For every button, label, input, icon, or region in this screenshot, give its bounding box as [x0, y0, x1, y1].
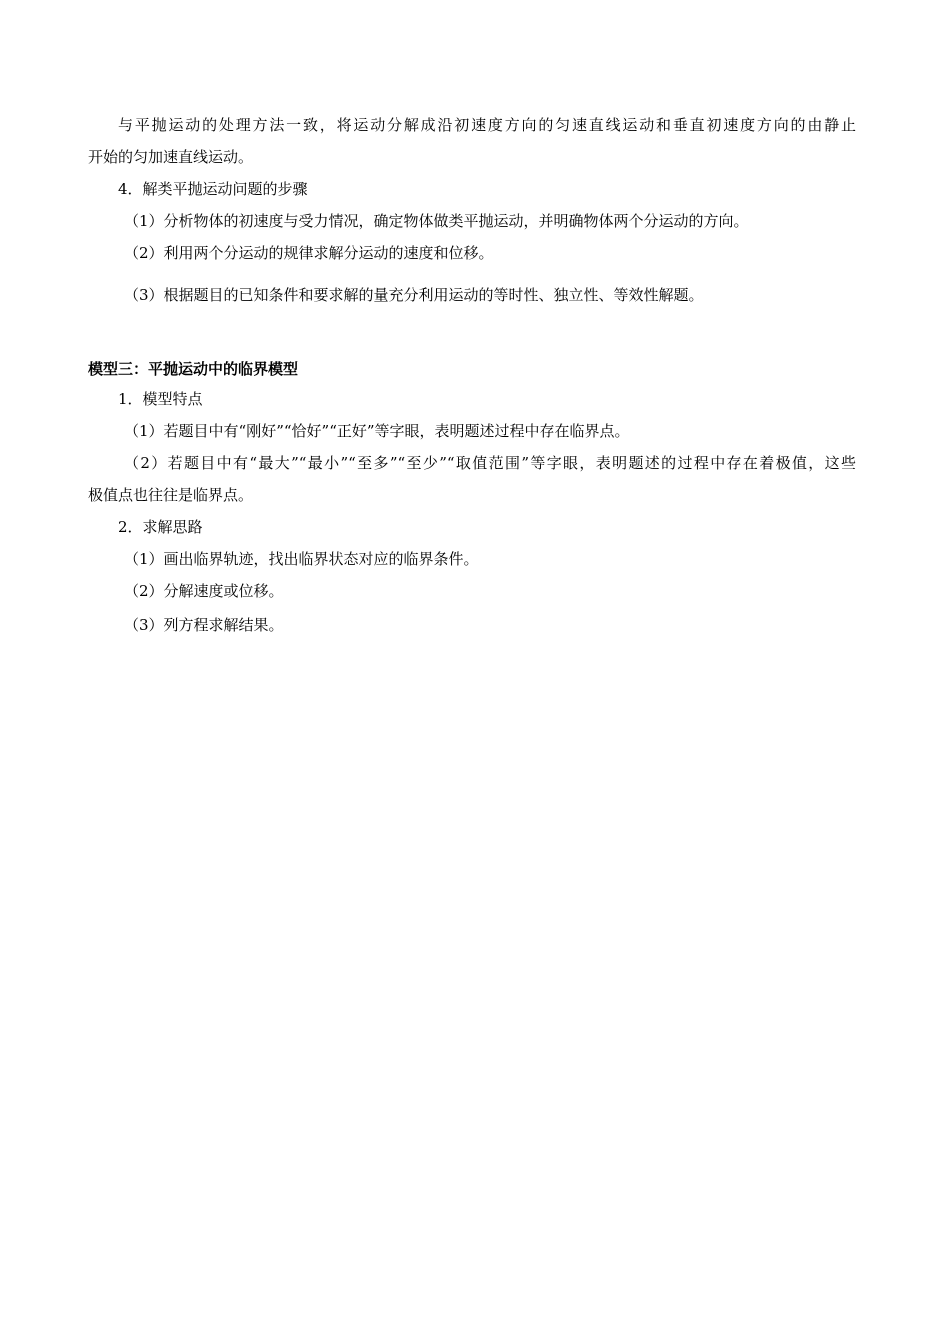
approach-item-3: （3）列方程求解结果。: [124, 616, 284, 634]
feature-item-1: （1）若题目中有“刚好”“恰好”“正好”等字眼，表明题述过程中存在临界点。: [124, 422, 630, 440]
features-heading: 1．模型特点: [118, 390, 203, 408]
intro-paragraph-line-2: 开始的匀加速直线运动。: [88, 148, 254, 166]
step-item-1: （1）分析物体的初速度与受力情况，确定物体做类平抛运动，并明确物体两个分运动的方向。: [124, 212, 749, 230]
step-item-2: （2）利用两个分运动的规律求解分运动的速度和位移。: [124, 244, 494, 262]
feature-item-2-line-1: （2）若题目中有“最大”“最小”“至多”“至少”“取值范围”等字眼，表明题述的过程中存在着极值，这些: [124, 454, 856, 472]
model-three-title: 模型三：平抛运动中的临界模型: [88, 360, 299, 378]
intro-paragraph-line-1: 与平抛运动的处理方法一致，将运动分解成沿初速度方向的匀速直线运动和垂直初速度方向的由静止: [118, 116, 856, 134]
approach-item-2: （2）分解速度或位移。: [124, 582, 284, 600]
approach-heading: 2．求解思路: [118, 518, 203, 536]
feature-item-2-line-2: 极值点也往往是临界点。: [88, 486, 254, 504]
approach-item-1: （1）画出临界轨迹，找出临界状态对应的临界条件。: [124, 550, 479, 568]
steps-heading: 4．解类平抛运动问题的步骤: [118, 180, 308, 198]
step-item-3: （3）根据题目的已知条件和要求解的量充分利用运动的等时性、独立性、等效性解题。: [124, 286, 704, 304]
